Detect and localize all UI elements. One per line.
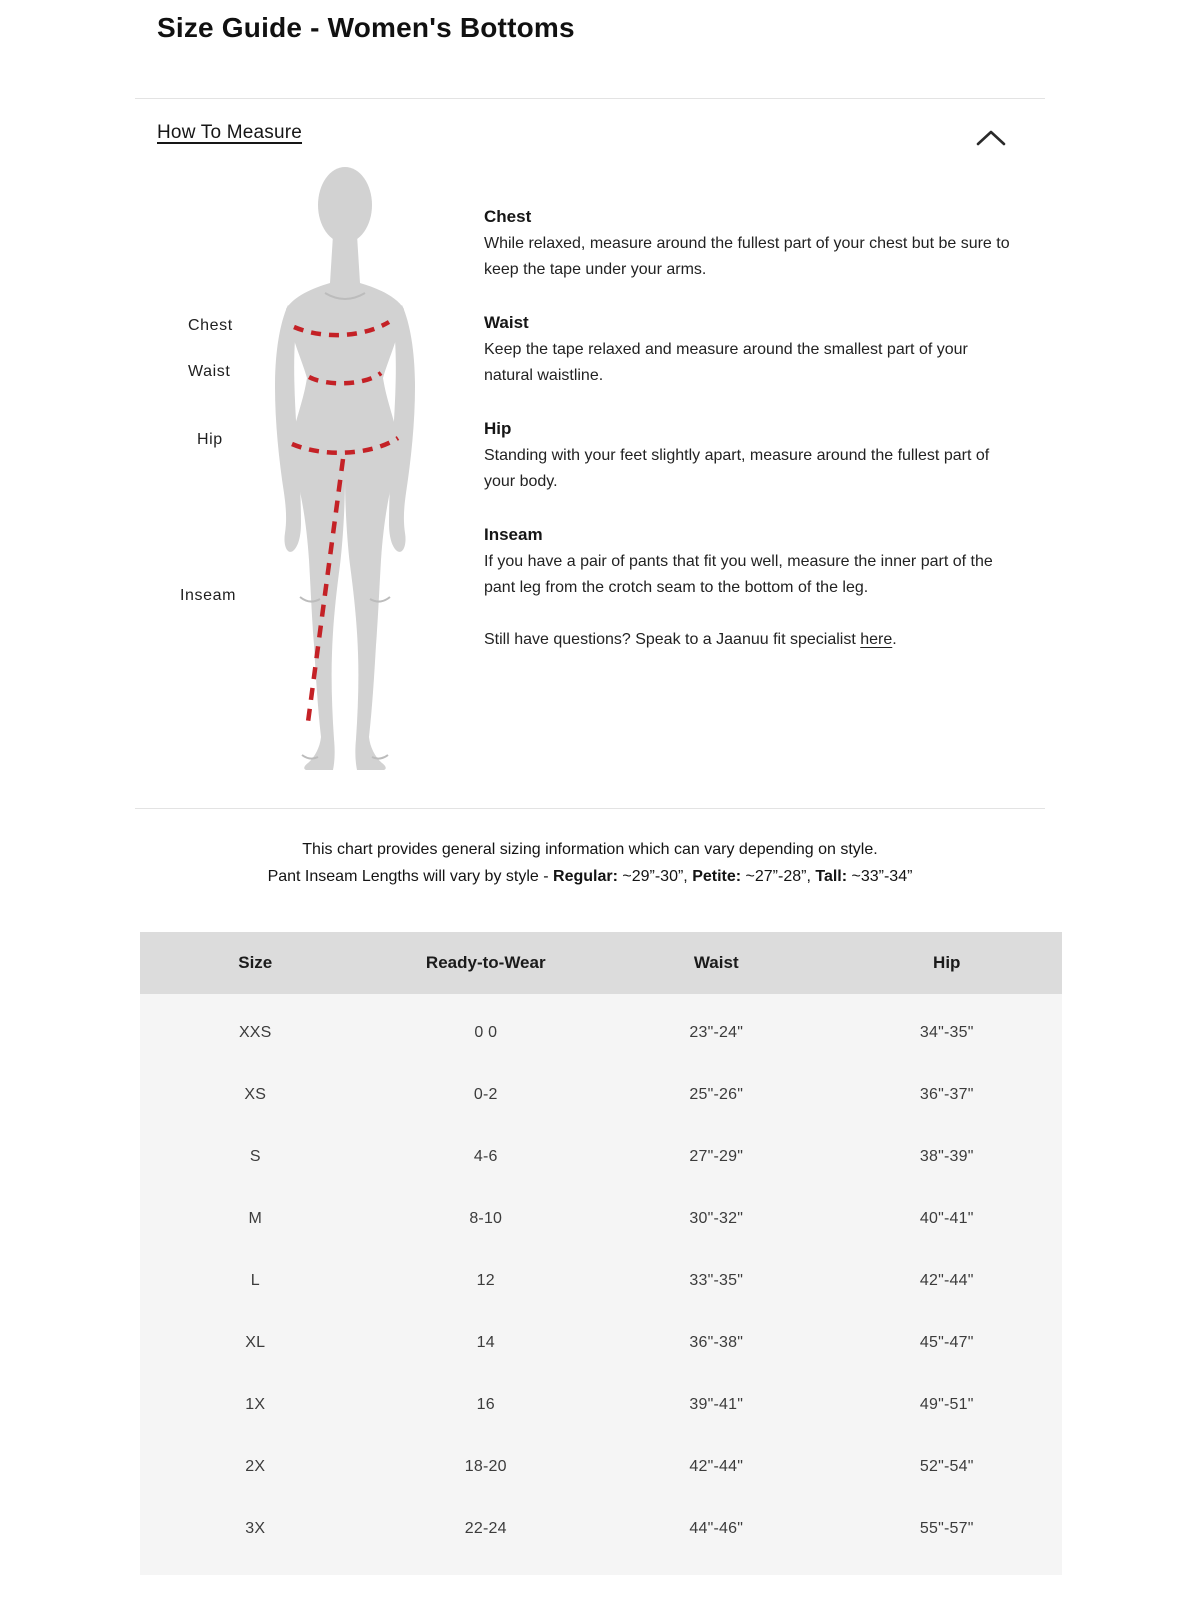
inseam-length-segment: Regular: ~29”-30”, [553, 868, 693, 885]
cell-ready-to-wear: 0 0 [474, 1024, 498, 1041]
measure-section [484, 311, 1019, 389]
cell-size: M [248, 1210, 263, 1227]
cell-size: 2X [245, 1458, 266, 1475]
cell-ready-to-wear: 4-6 [473, 1148, 498, 1165]
table-row [140, 1436, 1062, 1498]
size-table-column-header: Waist [693, 953, 739, 972]
measure-section [484, 523, 1019, 601]
fit-specialist-note [484, 627, 1019, 653]
figure-label-hip: Hip [197, 431, 223, 448]
cell-ready-to-wear: 22-24 [464, 1520, 507, 1537]
divider-bottom [135, 808, 1045, 809]
cell-hip: 52"-54" [919, 1458, 974, 1475]
cell-hip: 42"-44" [919, 1272, 974, 1289]
cell-size: 3X [245, 1520, 266, 1537]
cell-waist: 27"-29" [689, 1148, 744, 1165]
cell-hip: 36"-37" [919, 1086, 974, 1103]
measure-section [484, 205, 1019, 283]
measure-section-body: If you have a pair of pants that fit you well, measure the inner part of the pant leg from the crotch seam to the bottom of the leg. [484, 553, 993, 596]
table-row [140, 1374, 1062, 1436]
inseam-length-segment: Tall: ~33”-34” [815, 868, 913, 885]
measure-section-title: Waist [484, 313, 529, 332]
cell-waist: 39"-41" [689, 1396, 744, 1413]
how-to-measure-header[interactable] [135, 120, 1045, 154]
cell-waist: 33"-35" [689, 1272, 744, 1289]
cell-hip: 55"-57" [919, 1520, 974, 1537]
cell-size: XS [244, 1086, 267, 1103]
divider-top [135, 98, 1045, 99]
cell-ready-to-wear: 0-2 [473, 1086, 498, 1103]
cell-ready-to-wear: 14 [476, 1334, 495, 1351]
table-row [140, 1188, 1062, 1250]
cell-ready-to-wear: 16 [476, 1396, 495, 1413]
figure-label-waist: Waist [188, 363, 231, 380]
measure-section-title: Chest [484, 207, 532, 226]
table-row [140, 1498, 1062, 1560]
measure-section [484, 417, 1019, 495]
figure-label-chest: Chest [188, 317, 233, 334]
cell-ready-to-wear: 8-10 [469, 1210, 503, 1227]
measure-section-body: Keep the tape relaxed and measure around the smallest part of your natural waistline. [484, 341, 968, 384]
measure-section-title: Hip [484, 419, 512, 438]
size-table-column-header: Size [238, 953, 273, 972]
fit-specialist-suffix: . [892, 631, 897, 648]
fit-specialist-link[interactable]: here [860, 631, 893, 648]
cell-hip: 34"-35" [919, 1024, 974, 1041]
size-table-column-header: Ready-to-Wear [425, 953, 546, 972]
cell-size: S [249, 1148, 261, 1165]
measure-section-body: Standing with your feet slightly apart, measure around the fullest part of your body. [484, 447, 990, 490]
chevron-up-icon[interactable] [975, 128, 1007, 148]
measure-instructions [484, 177, 1019, 653]
cell-size: L [250, 1272, 260, 1289]
sizing-note-line2 [135, 863, 1045, 890]
cell-waist: 36"-38" [689, 1334, 744, 1351]
cell-waist: 30"-32" [689, 1210, 744, 1227]
cell-waist: 23"-24" [689, 1024, 744, 1041]
cell-hip: 40"-41" [919, 1210, 974, 1227]
table-row [140, 1064, 1062, 1126]
size-table-column-header: Hip [933, 953, 961, 972]
measure-section-body: While relaxed, measure around the fullest part of your chest but be sure to keep the tape under your arms. [484, 235, 1010, 278]
cell-size: XXS [238, 1024, 272, 1041]
figure-label-inseam: Inseam [180, 587, 237, 604]
table-row [140, 1312, 1062, 1374]
cell-hip: 38"-39" [919, 1148, 974, 1165]
cell-ready-to-wear: 18-20 [464, 1458, 507, 1475]
body-silhouette-figure [230, 165, 460, 780]
fit-specialist-prefix: Still have questions? Speak to a Jaanuu fit specialist [484, 631, 861, 648]
how-to-measure-title[interactable]: How To Measure [157, 122, 303, 143]
cell-waist: 25"-26" [689, 1086, 744, 1103]
table-row [140, 1002, 1062, 1064]
sizing-note [135, 836, 1045, 890]
table-row [140, 1126, 1062, 1188]
inseam-length-segment: Petite: ~27”-28”, [692, 868, 816, 885]
size-table-header [140, 932, 1062, 994]
cell-waist: 44"-46" [689, 1520, 744, 1537]
measure-section-title: Inseam [484, 525, 543, 544]
cell-hip: 45"-47" [919, 1334, 974, 1351]
sizing-note-line2-prefix: Pant Inseam Lengths will vary by style - [267, 868, 554, 885]
size-table [140, 932, 1062, 1575]
cell-size: XL [245, 1334, 266, 1351]
cell-waist: 42"-44" [689, 1458, 744, 1475]
cell-ready-to-wear: 12 [476, 1272, 495, 1289]
cell-size: 1X [245, 1396, 266, 1413]
sizing-note-line1: This chart provides general sizing information which can vary depending on style. [302, 841, 878, 858]
cell-hip: 49"-51" [919, 1396, 974, 1413]
size-table-body [140, 994, 1062, 1575]
page-title: Size Guide - Women's Bottoms [157, 12, 575, 43]
table-row [140, 1250, 1062, 1312]
